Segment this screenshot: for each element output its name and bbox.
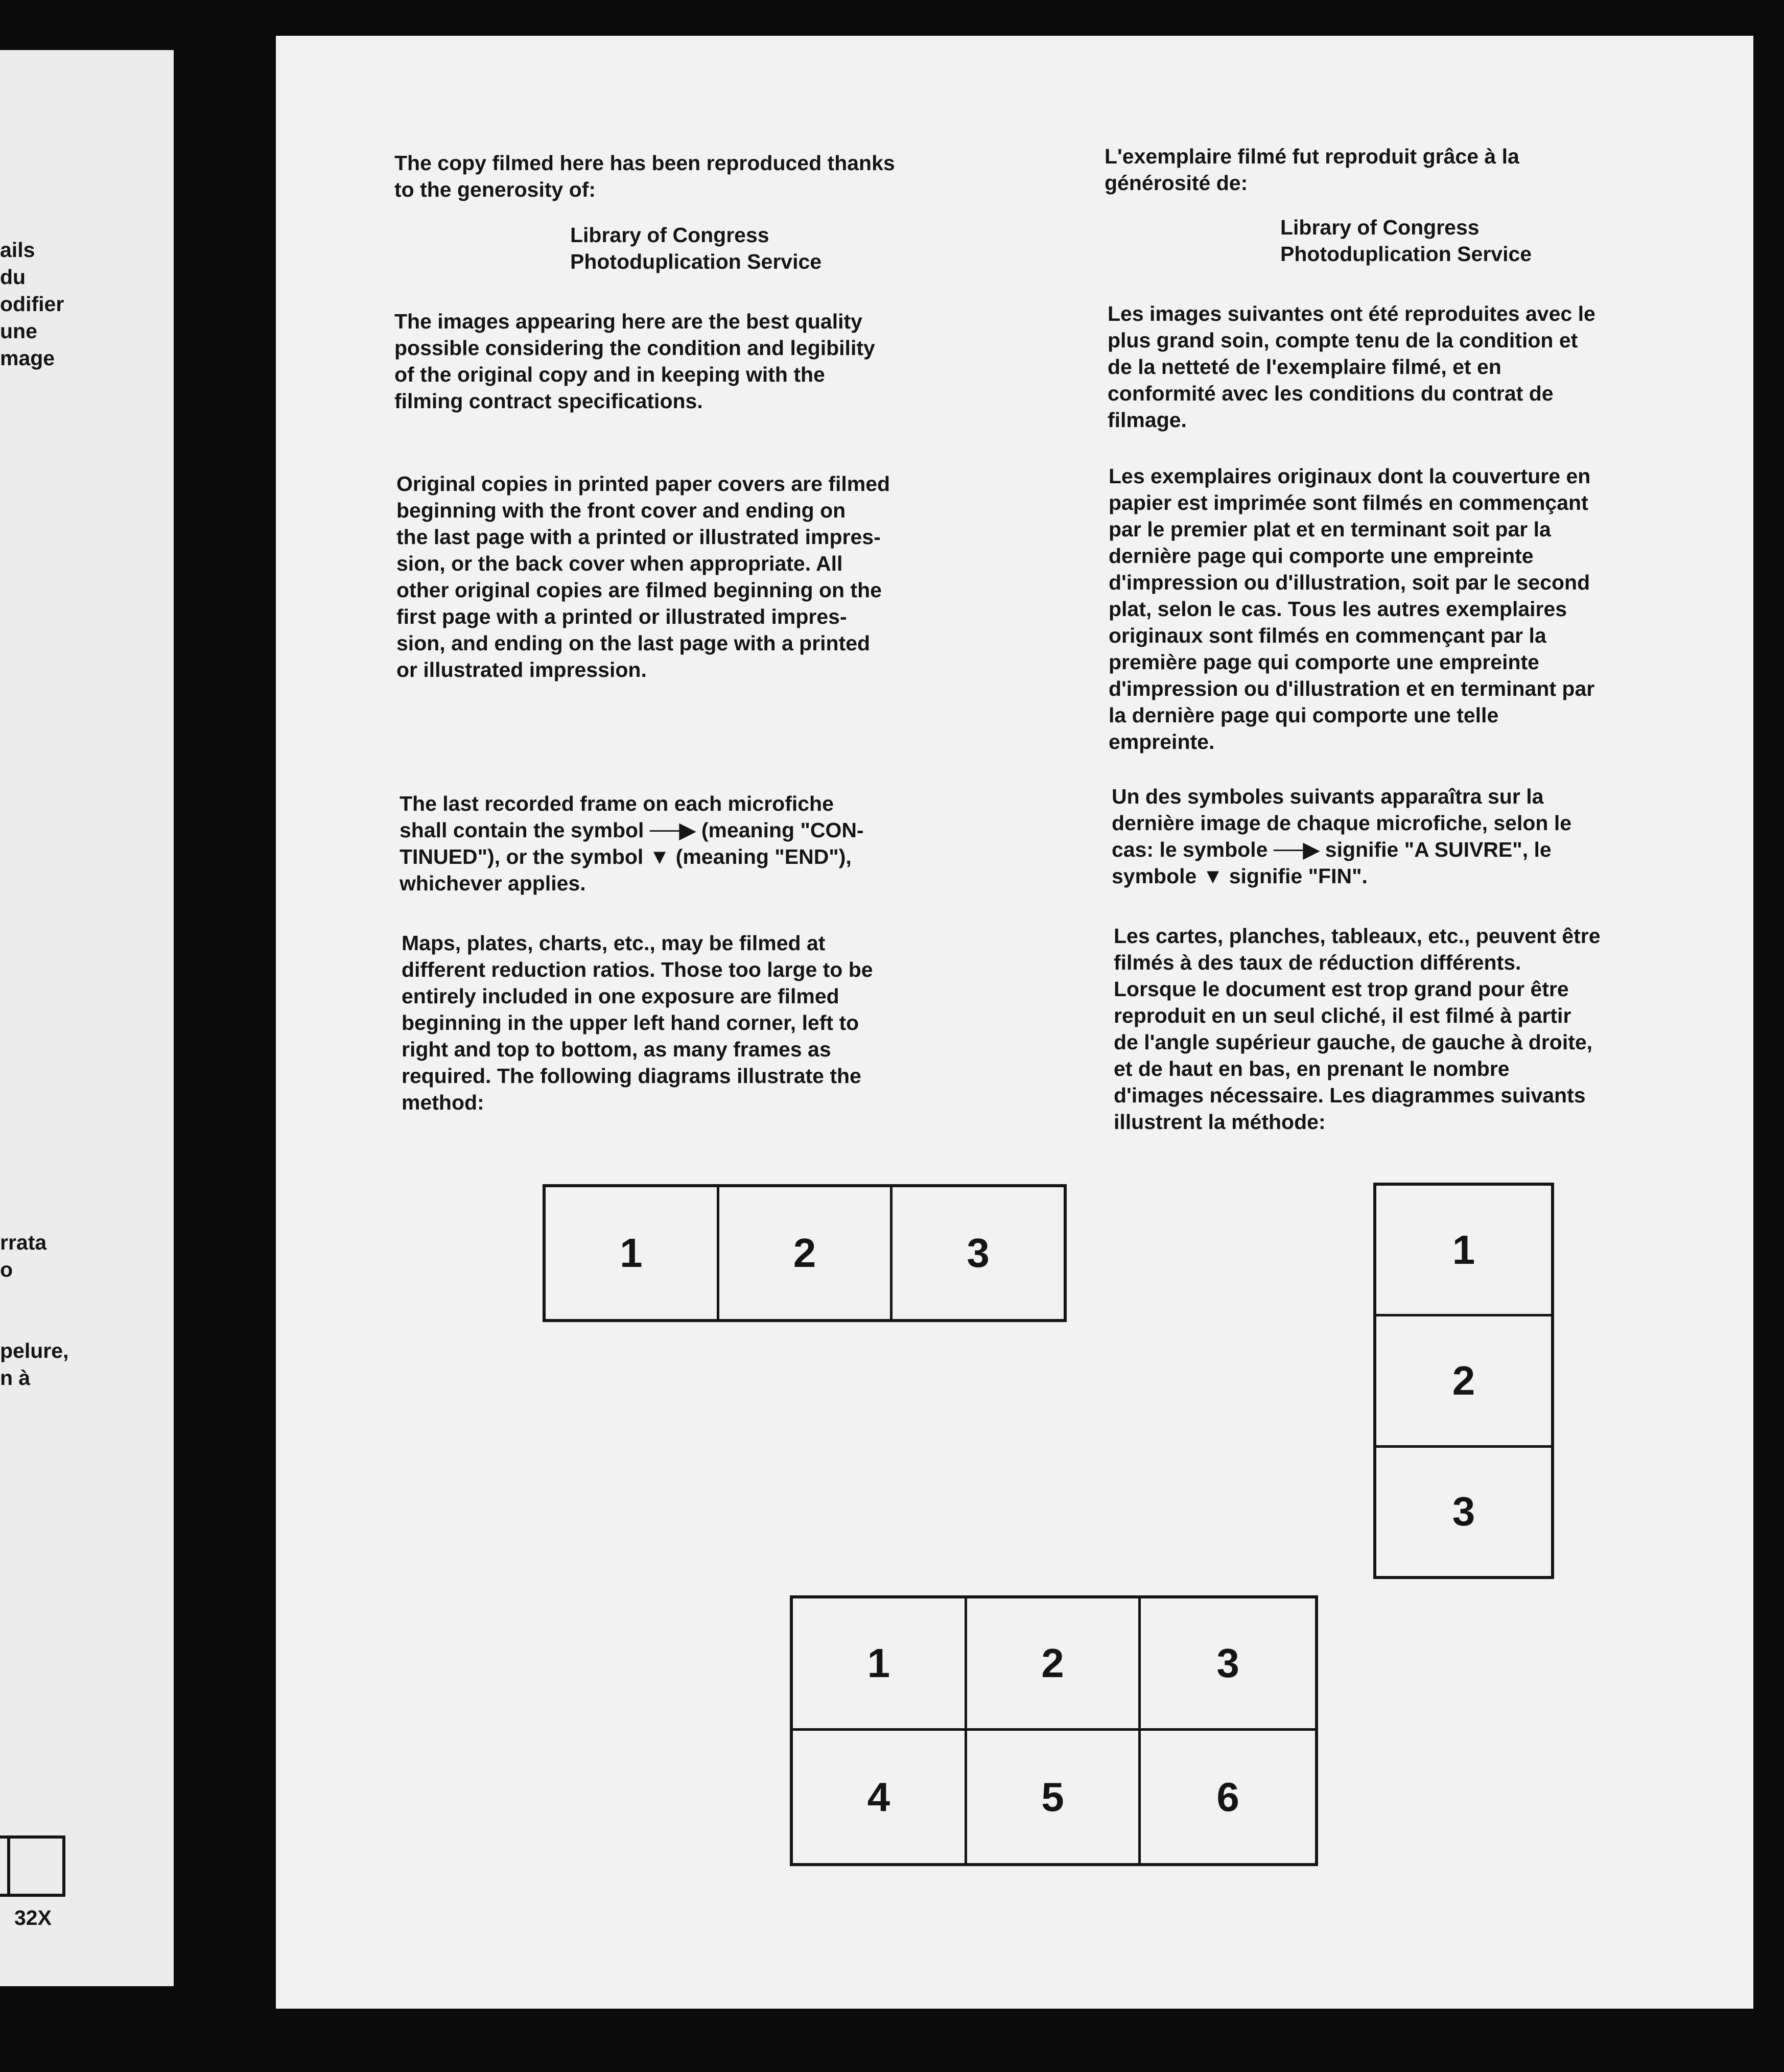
left-fragment: du: [0, 265, 26, 289]
french-maps: Les cartes, planches, tableaux, etc., peuvent être filmés à des taux de réduction différents. Lorsque le document est trop grand pour être reproduit en un seul cliché, il est filmé à partir de l'angle supérieur gauche, de gauche à droite, et de haut en bas, en prenant le nombre d'images nécessaire. Les diagrammes suivants illustrent la méthode:: [1114, 924, 1601, 1134]
left-fragment: o: [0, 1258, 13, 1281]
frame-number: 2: [967, 1598, 1141, 1731]
left-fragment: mage: [0, 346, 55, 370]
frame-number: 1: [1452, 1227, 1475, 1273]
frame-number: 3: [1141, 1598, 1315, 1731]
frame-number: 3: [1376, 1445, 1551, 1576]
english-thanks: The copy filmed here has been reproduced thanks to the generosity of:: [394, 151, 895, 201]
french-quality: Les images suivantes ont été reproduites avec le plus grand soin, compte tenu de la condition et de la netteté de l'exemplaire filmé, et en conformité avec les conditions du contrat de filmage.: [1108, 302, 1595, 432]
english-library: Library of Congress Photoduplication Service: [570, 223, 822, 273]
diagram-horizontal: [543, 1184, 1067, 1322]
left-fragment: pelure,: [0, 1339, 69, 1362]
french-thanks: L'exemplaire filmé fut reproduit grâce à la générosité de:: [1105, 145, 1519, 195]
english-symbols: The last recorded frame on each microfiche shall contain the symbol ──▶ (meaning "CON- TINUED"), or the symbol ▼ (meaning "END"), whichever applies.: [400, 792, 864, 895]
frame-number: 2: [1376, 1314, 1551, 1445]
english-maps: Maps, plates, charts, etc., may be filmed at different reduction ratios. Those too large to be entirely included in one exposure are filmed beginning in the upper left hand corner, left to right and top to bottom, as many frames as required. The following diagrams illustrate the method:: [402, 931, 873, 1114]
frame-number: 1: [620, 1230, 643, 1276]
english-quality: The images appearing here are the best quality possible considering the condition and legibility of the original copy and in keeping with the filming contract specifications.: [394, 310, 875, 413]
left-fragment: ails: [0, 238, 35, 262]
film-border: [0, 2009, 1784, 2072]
left-fragment: n à: [0, 1366, 31, 1390]
left-page: [0, 50, 174, 1986]
resolution-target-box: [0, 1835, 65, 1897]
left-fragment: odifier: [0, 292, 64, 316]
diagram-grid: [790, 1595, 1318, 1866]
frame-number: 5: [967, 1731, 1141, 1863]
frame-number: 3: [890, 1187, 1064, 1319]
frame-number: 6: [1216, 1774, 1239, 1820]
french-covers: Les exemplaires originaux dont la couverture en papier est imprimée sont filmés en commençant par le premier plat et en terminant soit par la dernière page qui comporte une empreinte d'impression ou d'illustration, soit par le second plat, selon le cas. Tous les autres exemplaires originaux sont filmés en commençant par la première page qui comporte une empreinte d'impression ou d'illustration et en terminant par la dernière page qui comporte une telle empreinte.: [1109, 464, 1595, 754]
reduction-ratio-label: 32X: [14, 1906, 52, 1929]
frame-number: 2: [717, 1187, 890, 1319]
frame-number: 4: [793, 1731, 967, 1863]
english-covers: Original copies in printed paper covers are filmed beginning with the front cover and ending on the last page with a printed or illustrated impres- sion, or the back cover when appropriate. All other original copies are filmed beginning on the first page with a printed or illustrated impres- sion, and ending on the last page with a printed or illustrated impression.: [396, 472, 890, 681]
frame-number: 1: [793, 1598, 967, 1731]
left-fragment: une: [0, 319, 37, 343]
french-library: Library of Congress Photoduplication Service: [1280, 216, 1532, 266]
french-symbols: Un des symboles suivants apparaîtra sur la dernière image de chaque microfiche, selon le cas: le symbole ──▶ signifie "A SUIVRE", le symbole ▼ signifie "FIN".: [1112, 785, 1572, 888]
left-fragment: rrata: [0, 1231, 47, 1254]
diagram-vertical: [1373, 1183, 1554, 1579]
